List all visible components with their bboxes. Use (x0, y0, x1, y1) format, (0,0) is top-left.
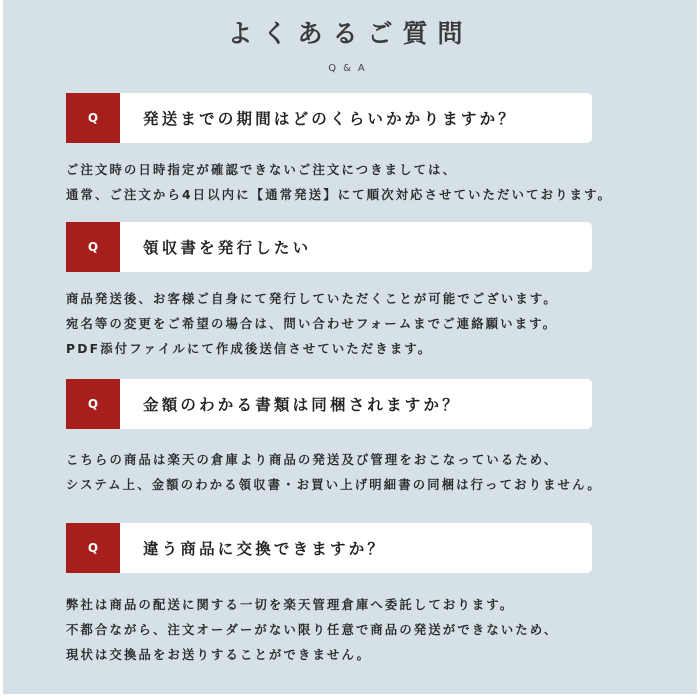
answer-line: 商品発送後、お客様ご自身にて発行していただくことが可能でございます。 (66, 292, 558, 306)
answer-line: システム上、金額のわかる領収書・お買い上げ明細書の同梱は行っておりません。 (66, 478, 602, 492)
answer-line: 通常、ご注文から4日以内に【通常発送】にて順次対応させていただいております。 (66, 188, 613, 202)
answer-line: ご注文時の日時指定が確認できないご注文につきましては、 (66, 163, 458, 177)
answer-line: PDF添付ファイルにて作成後送信させていただきます。 (66, 342, 433, 356)
question-text: 領収書を発行したい (143, 239, 312, 257)
q-badge: Q (66, 523, 120, 573)
answer-line: こちらの商品は楽天の倉庫より商品の発送及び管理をおこなっているため、 (66, 453, 559, 467)
answer-line: 不都合ながら、注文オーダーがない限り任意で商品の発送ができないため、 (66, 623, 559, 637)
q-badge: Q (66, 379, 120, 429)
q-badge: Q (66, 93, 120, 143)
page-title: よくあるご質問 (227, 19, 473, 48)
answer-line: 宛名等の変更をご希望の場合は、問い合わせフォームまでご連絡願います。 (66, 317, 558, 331)
question-card-2 (66, 222, 592, 272)
question-text: 発送までの期間はどのくらいかかりますか？ (143, 110, 518, 128)
question-card-3 (66, 379, 592, 429)
question-text: 金額のわかる書類は同梱されますか？ (143, 396, 461, 414)
answer-block-4 (66, 593, 692, 668)
answer-block-3 (66, 448, 692, 498)
question-card-1 (66, 93, 592, 143)
answer-line: 弊社は商品の配送に関する一切を楽天管理倉庫へ委託しております。 (66, 598, 515, 612)
answer-block-1 (66, 158, 692, 208)
page-subtitle: Q&A (328, 63, 372, 74)
faq-page (3, 0, 697, 694)
question-text: 違う商品に交換できますか？ (143, 540, 387, 558)
answer-block-2 (66, 287, 692, 362)
q-badge: Q (66, 222, 120, 272)
answer-line: 現状は交換品をお送りすることができません。 (66, 648, 372, 662)
question-card-4 (66, 523, 592, 573)
